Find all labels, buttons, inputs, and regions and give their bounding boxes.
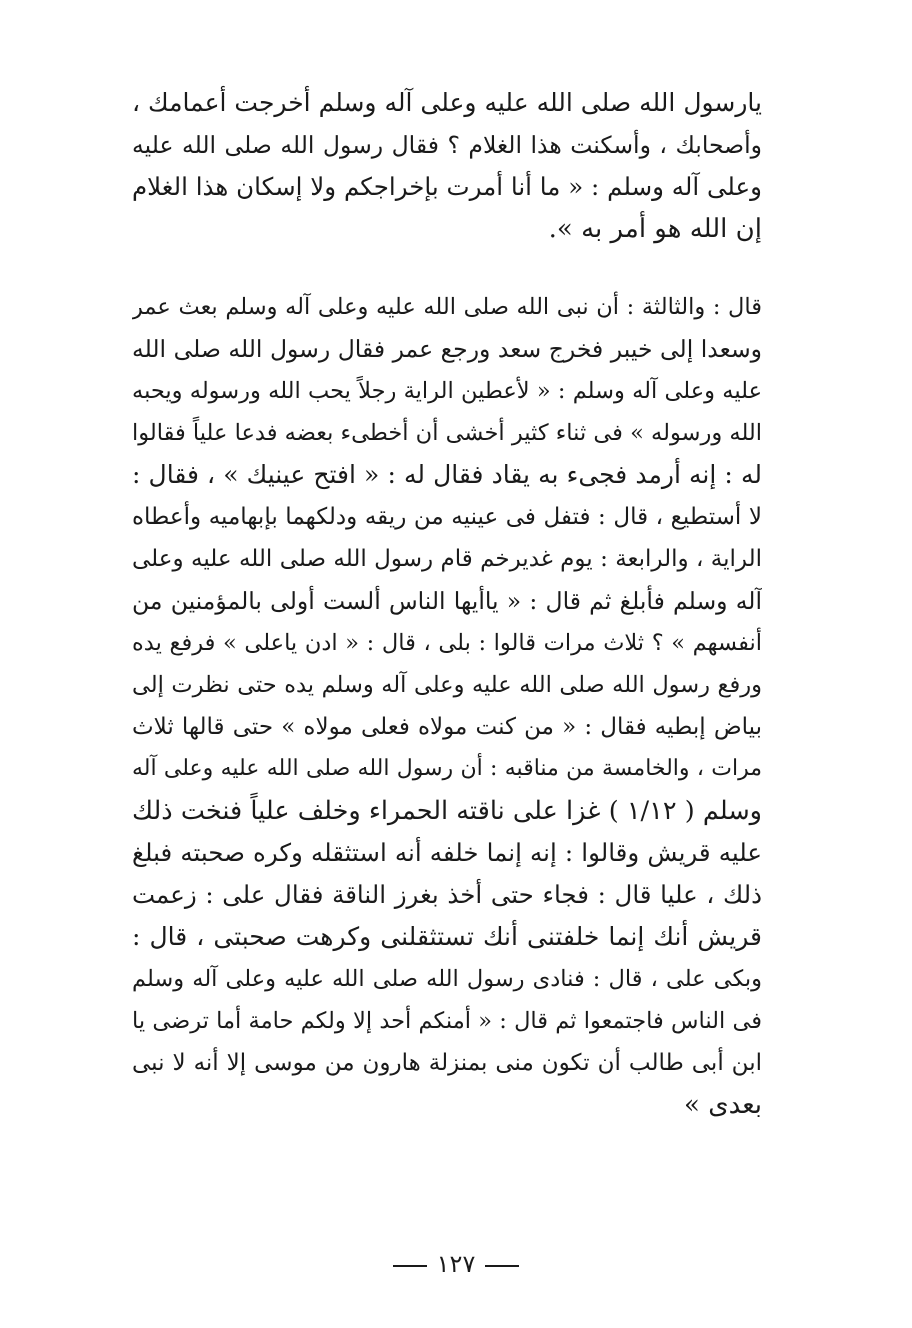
text-line: عليه قريش وقالوا : إنه إنما خلفه أنه استثقله وكره صحبته فبلغ	[132, 838, 762, 867]
text-line: يارسول الله صلى الله عليه وعلى آله وسلم أخرجت أعمامك ،	[132, 88, 762, 117]
text-line: وعلى آله وسلم : « ما أنا أمرت بإخراجكم ولا إسكان هذا الغلام	[132, 172, 762, 201]
page-number-dash	[393, 1265, 427, 1267]
page-number: ١٢٧	[436, 1250, 476, 1278]
page-number-dash	[485, 1265, 519, 1267]
text-line: وبكى على ، قال : فنادى رسول الله صلى الله عليه وعلى آله وسلم	[132, 966, 762, 992]
text-line: لا أستطيع ، قال : فتفل فى عينيه من ريقه ودلكهما بإبهاميه وأعطاه	[132, 504, 762, 530]
text-line: آله وسلم فأبلغ ثم قال : « ياأيها الناس ألست أولى بالمؤمنين من	[132, 587, 762, 615]
text-line: بياض إبطيه فقال : « من كنت مولاه فعلى مولاه » حتى قالها ثلاث	[132, 714, 762, 740]
page-footer	[0, 1244, 912, 1284]
text-line: إن الله هو أمر به ».	[548, 214, 762, 244]
text-line: وسلم ( ١/١٢ ) غزا على ناقته الحمراء وخلف علياً فنخت ذلك	[132, 796, 762, 826]
text-line: الله ورسوله » فى ثناء كثير أخشى أن أخطىء بعضه فدعا علياً فقالوا	[132, 420, 762, 446]
text-line: له : إنه أرمد فجىء به يقاد فقال له : « افتح عينيك » ، فقال :	[132, 460, 762, 489]
text-line: ذلك ، عليا قال : فجاء حتى أخذ بغرز الناقة فقال على : زعمت	[132, 880, 762, 909]
paragraph-2	[132, 286, 762, 1126]
text-line: أنفسهم » ؟ ثلاث مرات قالوا : بلى ، قال : « ادن ياعلى » فرفع يده	[132, 630, 762, 656]
text-line: الراية ، والرابعة : يوم غديرخم قام رسول الله صلى الله عليه وعلى	[132, 546, 762, 572]
text-line: بعدى »	[684, 1090, 762, 1120]
text-line: قال : والثالثة : أن نبى الله صلى الله عليه وعلى آله وسلم بعث عمر	[132, 294, 762, 320]
text-line: ابن أبى طالب أن تكون منى بمنزلة هارون من موسى إلا أنه لا نبى	[132, 1050, 762, 1076]
paragraph-1	[132, 82, 762, 250]
text-line: قريش أنك إنما خلفتنى أنك تستثقلنى وكرهت صحبتى ، قال :	[132, 922, 762, 951]
text-line: وأصحابك ، وأسكنت هذا الغلام ؟ فقال رسول الله صلى الله عليه	[132, 131, 762, 159]
text-line: عليه وعلى آله وسلم : « لأعطين الراية رجلاً يحب الله ورسوله ويحبه	[132, 378, 762, 404]
text-line: ورفع رسول الله صلى الله عليه وعلى آله وسلم يده حتى نظرت إلى	[132, 672, 762, 698]
text-line: مرات ، والخامسة من مناقبه : أن رسول الله صلى الله عليه وعلى آله	[132, 756, 762, 781]
text-line: فى الناس فاجتمعوا ثم قال : « أمنكم أحد إلا ولكم حامة أما ترضى يا	[132, 1008, 762, 1034]
text-line: وسعدا إلى خيبر فخرج سعد ورجع عمر فقال رسول الله صلى الله	[132, 335, 762, 363]
